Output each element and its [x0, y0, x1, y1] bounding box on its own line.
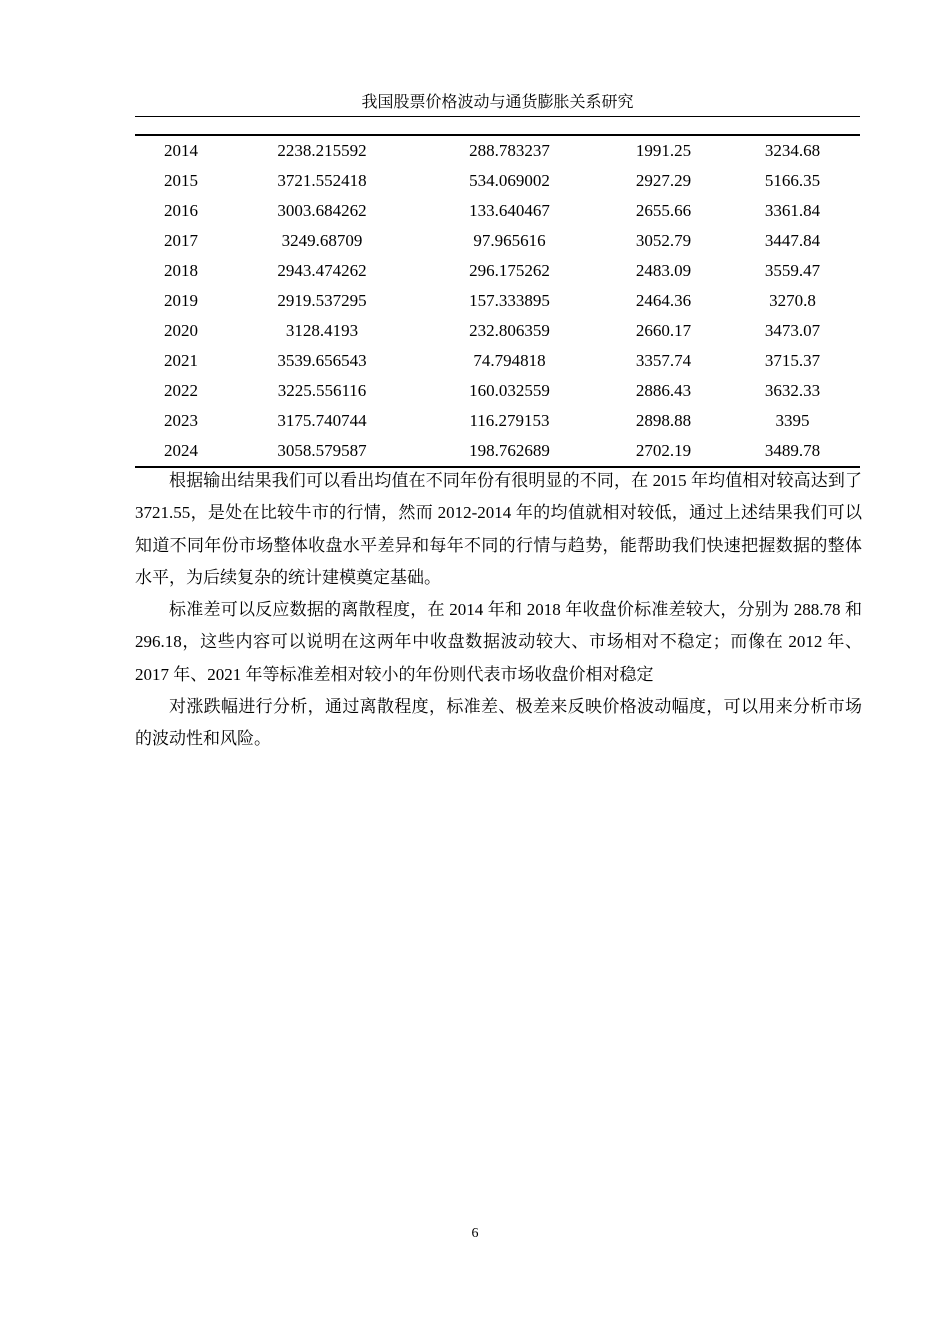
table-cell: 2020 — [164, 321, 198, 340]
table-cell: 3249.68709 — [281, 231, 363, 250]
table-row — [135, 316, 860, 346]
table-cell: 2898.88 — [635, 411, 692, 430]
header-title: 我国股票价格波动与通货膨胀关系研究 — [361, 94, 634, 111]
table-cell: 2016 — [164, 201, 198, 220]
table-cell: 3632.33 — [764, 381, 821, 400]
table-row — [135, 376, 860, 406]
table-cell: 2483.09 — [635, 261, 692, 280]
paragraph-mean-analysis: 根据输出结果我们可以看出均值在不同年份有很明显的不同，在 2015 年均值相对较高达到了 3721.55，是处在比较牛市的行情，然而 2012-2014 年的均值就相对较低，通过上述结果我们可以知道不同年份市场整体收盘水平差异和每年不同的行情与趋势，能帮助我们快速把握数据的整体水平，为后续复杂的统计建模奠定基础。 — [135, 471, 862, 587]
table-row — [135, 346, 860, 376]
table-cell: 2702.19 — [635, 441, 692, 460]
running-header — [135, 90, 860, 117]
table-cell: 3357.74 — [635, 351, 692, 370]
table-row — [135, 226, 860, 256]
table-cell: 3003.684262 — [277, 201, 367, 220]
table-cell: 3715.37 — [764, 351, 821, 370]
table-cell: 2024 — [164, 441, 198, 460]
table-cell: 2017 — [164, 231, 198, 250]
table-cell: 2023 — [164, 411, 198, 430]
table-cell: 160.032559 — [469, 381, 550, 400]
table-row — [135, 136, 860, 166]
table-row — [135, 256, 860, 286]
table-row — [135, 286, 860, 316]
page-number: 6 — [471, 1226, 479, 1241]
paragraph-change-analysis: 对涨跌幅进行分析，通过离散程度，标准差、极差来反映价格波动幅度，可以用来分析市场的波动性和风险。 — [135, 697, 862, 749]
table-row — [135, 406, 860, 436]
table-cell: 2018 — [164, 261, 198, 280]
table-body — [135, 136, 860, 466]
table-cell: 534.069002 — [469, 171, 550, 190]
paragraph-std-analysis: 标准差可以反应数据的离散程度，在 2014 年和 2018 年收盘价标准差较大，分别为 288.78 和 296.18，这些内容可以说明在这两年中收盘数据波动较大、市场相对不稳定；而像在 2012 年、2017 年、2021 年等标准差相对较小的年份则代表市场收盘价相对稳定 — [135, 600, 862, 684]
table-cell: 2014 — [164, 141, 198, 160]
table-cell: 2015 — [164, 171, 198, 190]
statistics-table — [135, 134, 860, 468]
table-cell: 2655.66 — [635, 201, 692, 220]
table-cell: 2022 — [164, 381, 198, 400]
table-cell: 3489.78 — [764, 441, 821, 460]
table-cell: 232.806359 — [469, 321, 550, 340]
table-cell: 3234.68 — [764, 141, 821, 160]
table-cell: 3361.84 — [764, 201, 821, 220]
table-cell: 2886.43 — [635, 381, 692, 400]
table-cell: 296.175262 — [469, 261, 550, 280]
table-cell: 2238.215592 — [277, 141, 367, 160]
table-cell: 2943.474262 — [277, 261, 367, 280]
table-cell: 3052.79 — [635, 231, 692, 250]
table-row — [135, 166, 860, 196]
table-cell: 2021 — [164, 351, 198, 370]
table-row — [135, 196, 860, 226]
table-row — [135, 436, 860, 466]
table-cell: 97.965616 — [473, 231, 546, 250]
table-cell: 3721.552418 — [277, 171, 367, 190]
table-cell: 2019 — [164, 291, 198, 310]
table-cell: 3539.656543 — [277, 351, 367, 370]
table-cell: 116.279153 — [469, 411, 550, 430]
table-cell: 2660.17 — [635, 321, 692, 340]
table-cell: 2927.29 — [635, 171, 692, 190]
table-cell: 3225.556116 — [277, 381, 367, 400]
table-cell: 198.762689 — [469, 441, 550, 460]
table-cell: 133.640467 — [469, 201, 550, 220]
table-cell: 3395 — [775, 411, 810, 430]
table-cell: 5166.35 — [764, 171, 821, 190]
table-cell: 288.783237 — [469, 141, 550, 160]
table-cell: 3128.4193 — [285, 321, 359, 340]
table-cell: 2464.36 — [635, 291, 692, 310]
table-cell: 1991.25 — [635, 141, 692, 160]
table-cell: 3270.8 — [769, 291, 816, 310]
table-cell: 3473.07 — [764, 321, 821, 340]
table-cell: 74.794818 — [473, 351, 546, 370]
table-cell: 3058.579587 — [277, 441, 367, 460]
table-cell: 3559.47 — [764, 261, 821, 280]
table-cell: 3447.84 — [764, 231, 821, 250]
table-cell: 157.333895 — [469, 291, 550, 310]
table-cell: 2919.537295 — [277, 291, 367, 310]
table-cell: 3175.740744 — [277, 411, 367, 430]
body-text — [135, 465, 862, 756]
